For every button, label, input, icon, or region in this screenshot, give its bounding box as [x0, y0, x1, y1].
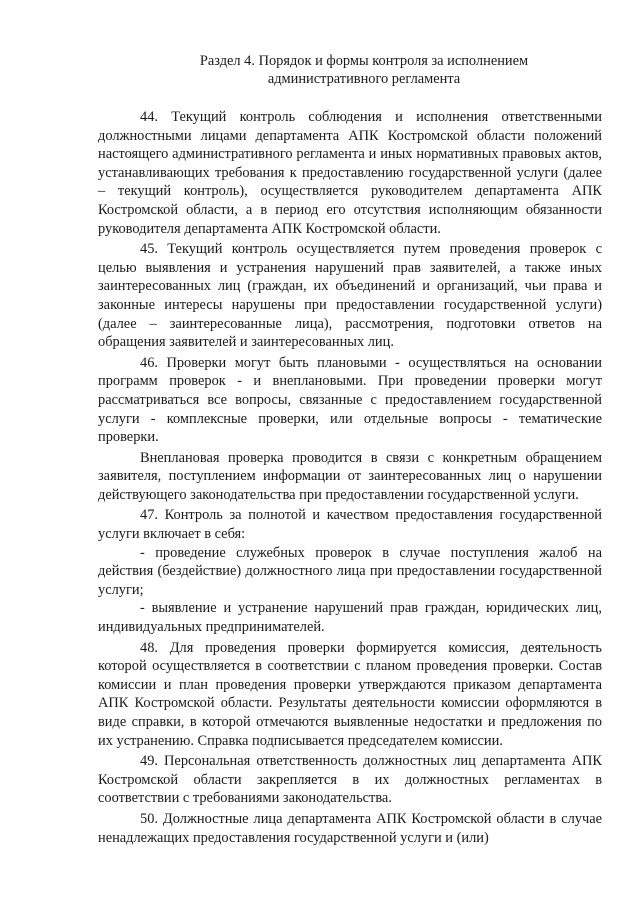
paragraph-50: 50. Должностные лица департамента АПК Костромской области в случае ненадлежащих предоставления государственной услуги и (или)	[98, 810, 602, 846]
paragraph-unscheduled-inspection: Внеплановая проверка проводится в связи с конкретным обращением заявителя, поступлением информации от заинтересованных лиц о нарушении действующего законодательства при предоставлении государственной услуги.	[98, 449, 602, 503]
section-heading-line-1: Раздел 4. Порядок и формы контроля за исполнением	[199, 53, 529, 69]
section-heading	[98, 52, 602, 88]
list-item-rights-violations: - выявление и устранение нарушений прав граждан, юридических лиц, индивидуальных предпринимателей.	[98, 600, 602, 636]
list-item-internal-inspections: - проведение служебных проверок в случае поступления жалоб на действия (бездействие) должностного лица при предоставлении государственной услуги;	[98, 544, 602, 598]
section-heading-line-2: административного регламента	[267, 71, 461, 87]
paragraph-48: 48. Для проведения проверки формируется комиссия, деятельность которой осуществляется в соответствии с планом проведения проверки. Состав комиссии и план проведения проверки утверждаются приказом департамента АПК Костромской области. Результаты деятельности комиссии оформляются в виде справки, в которой отмечаются выявленные недостатки и предложения по их устранению. Справка подписывается председателем комиссии.	[98, 639, 602, 749]
paragraph-47: 47. Контроль за полнотой и качеством предоставления государственной услуги включает в себя:	[98, 507, 602, 543]
paragraph-49: 49. Персональная ответственность должностных лиц департамента АПК Костромской области закрепляется в их должностных регламентах в соответствии с требованиями законодательства.	[98, 753, 602, 807]
paragraph-44: 44. Текущий контроль соблюдения и исполнения ответственными должностными лицами департамента АПК Костромской области положений настоящего административного регламента и иных нормативных правовых актов, устанавливающих требования к предоставлению государственной услуги (далее – текущий контроль), осуществляется руководителем департамента АПК Костромской области, а в период его отсутствия исполняющим обязанности руководителя департамента АПК Костромской области.	[98, 109, 602, 237]
paragraph-45: 45. Текущий контроль осуществляется путем проведения проверок с целью выявления и устранения нарушений прав заявителей, а также иных заинтересованных лиц (граждан, их объединений и организаций, чьи права и законные интересы нарушены при предоставлении государственной услуги) (далее – заинтересованные лица), рассмотрения, подготовки ответов на обращения заявителей и заинтересованных лиц.	[98, 241, 602, 351]
paragraph-46: 46. Проверки могут быть плановыми - осуществляться на основании программ проверок - и внеплановыми. При проведении проверки могут рассматриваться все вопросы, связанные с предоставлением государственной услуги - комплексные проверки, или отдельные вопросы - тематические проверки.	[98, 354, 602, 446]
